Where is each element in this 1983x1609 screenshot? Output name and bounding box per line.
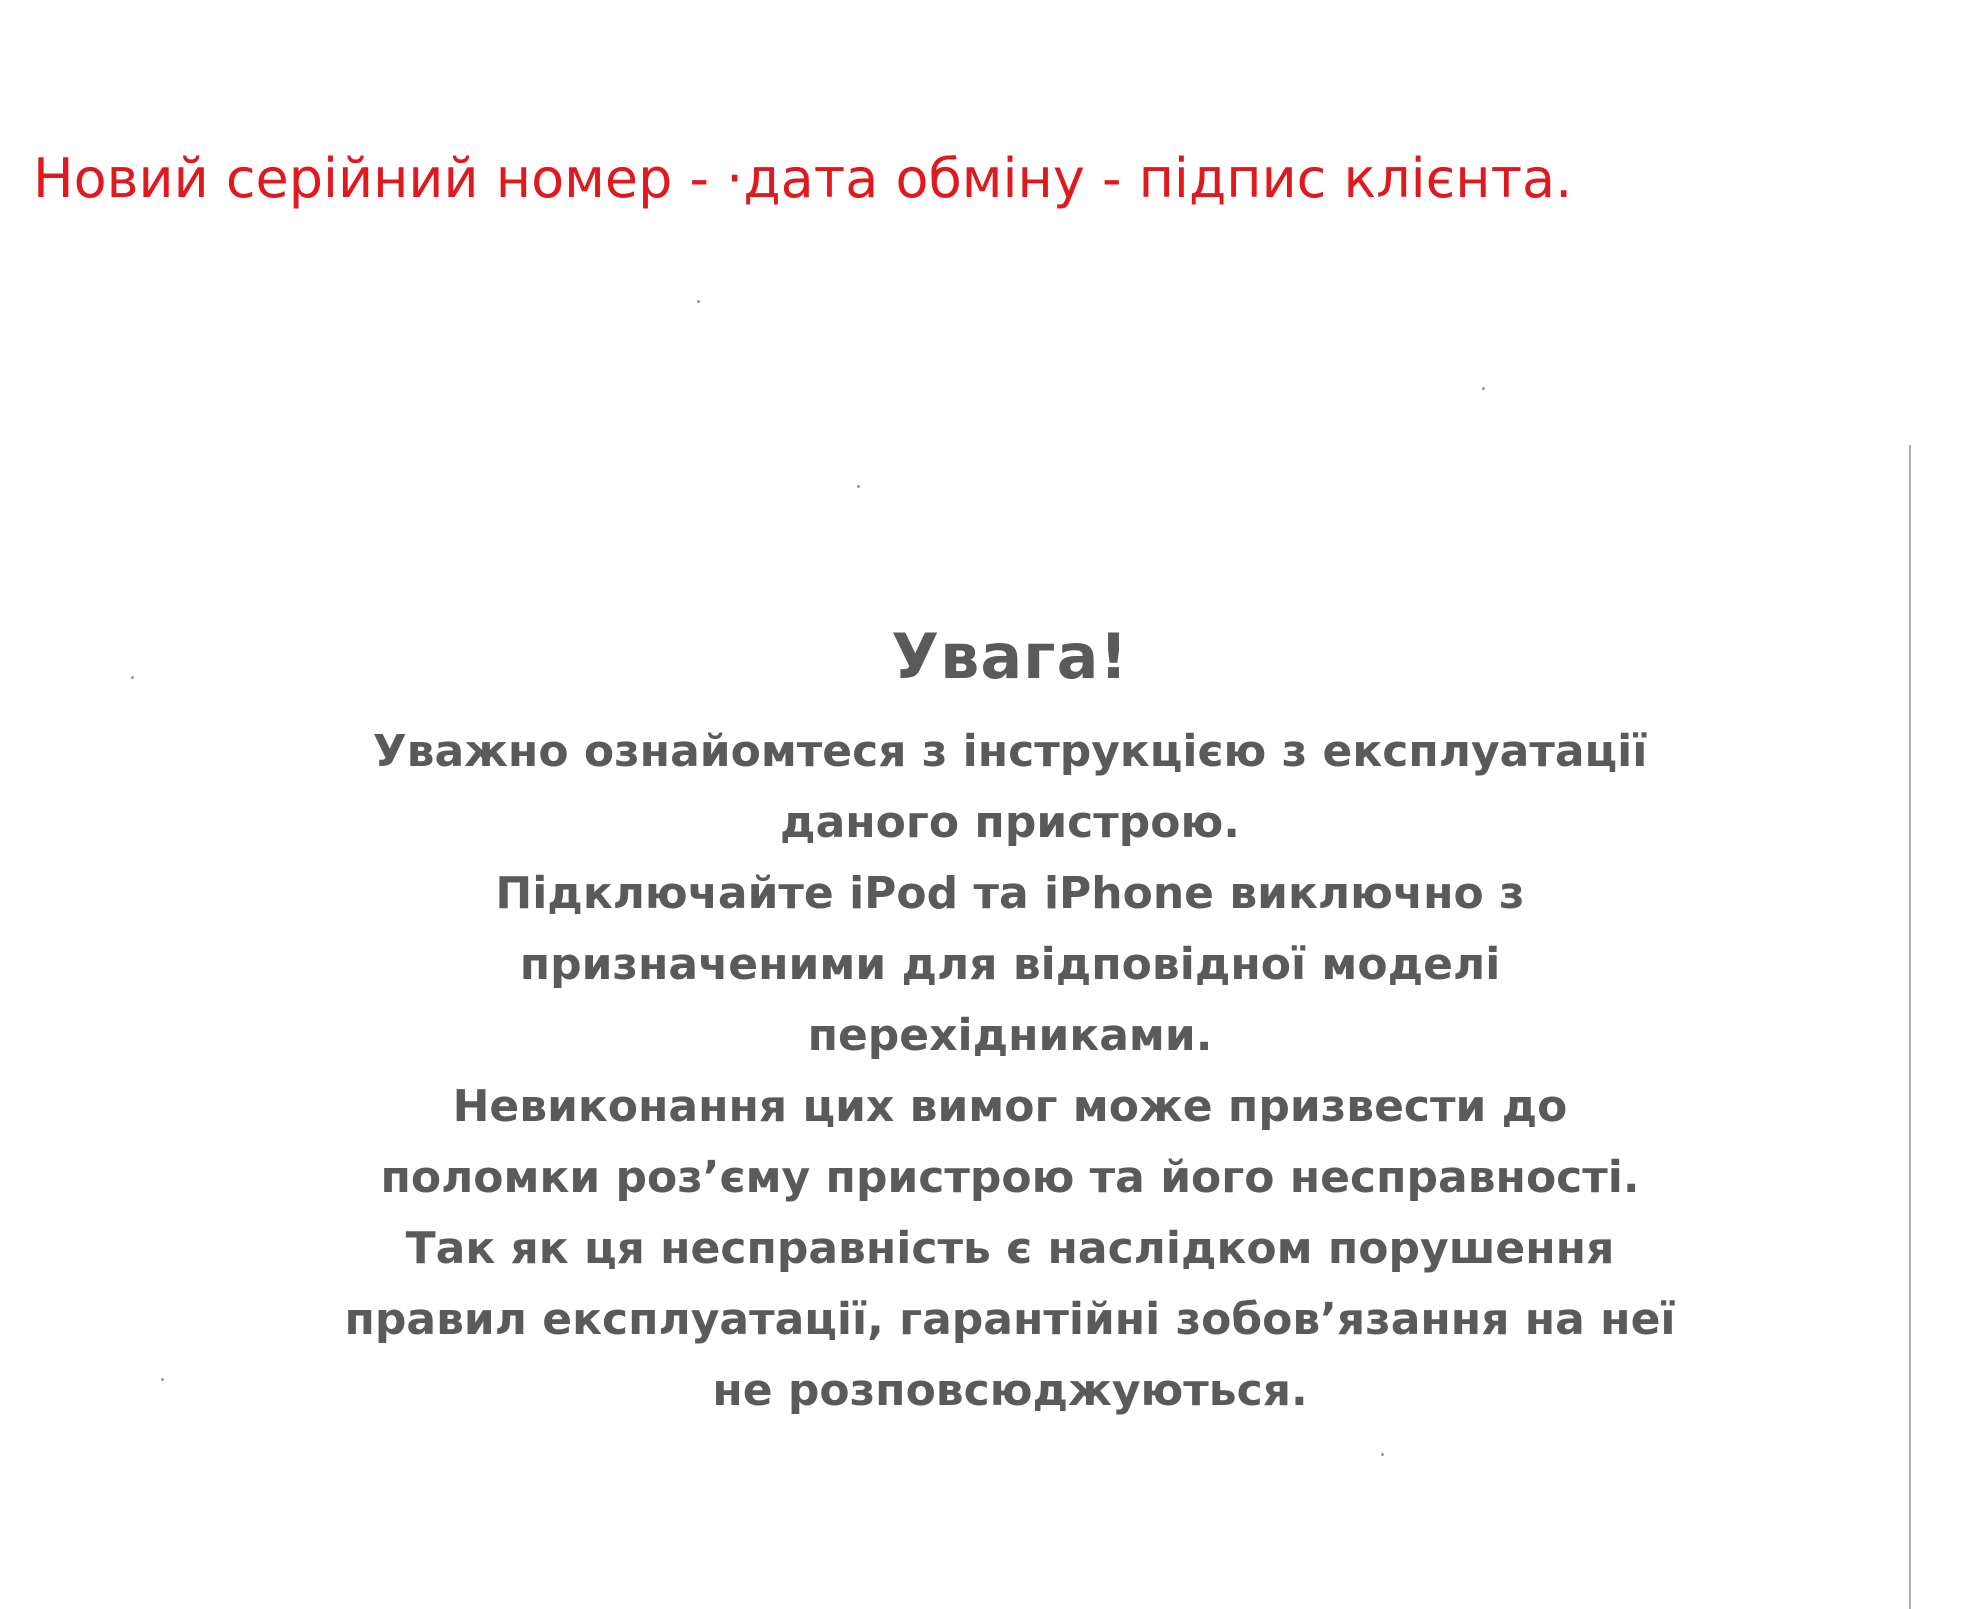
- scan-speck: [1482, 387, 1485, 390]
- scan-speck: [161, 1378, 164, 1381]
- notice-line: Уважно ознайомтеся з інструкцією з експлуатації: [372, 725, 1648, 777]
- scan-speck: [697, 300, 700, 303]
- warning-notice: [310, 618, 1710, 1426]
- notice-line: Так як ця несправність є наслідком порушення: [405, 1222, 1615, 1274]
- notice-line: Підключайте iPod та iPhone виключно з: [495, 867, 1525, 919]
- notice-line: призначеними для відповідної моделі: [519, 938, 1501, 990]
- notice-line: Невиконання цих вимог може призвести до: [452, 1080, 1568, 1132]
- scan-speck: [1381, 1453, 1384, 1456]
- notice-body: [310, 716, 1710, 1426]
- scan-edge-line: [1909, 445, 1911, 1609]
- notice-line: правил експлуатації, гарантійні зобов’язання на неї: [344, 1293, 1676, 1345]
- notice-line: поломки роз’єму пристрою та його несправності.: [380, 1151, 1640, 1203]
- notice-line: даного пристрою.: [780, 796, 1240, 848]
- scan-speck: [131, 676, 134, 679]
- notice-line: перехідниками.: [807, 1009, 1213, 1061]
- notice-title: Увага!: [891, 620, 1129, 693]
- handwritten-header-note: Новий серійний номер - ·дата обміну - підпис клієнта.: [33, 147, 1573, 210]
- notice-line: не розповсюджуються.: [712, 1364, 1308, 1416]
- scan-speck: [857, 485, 860, 488]
